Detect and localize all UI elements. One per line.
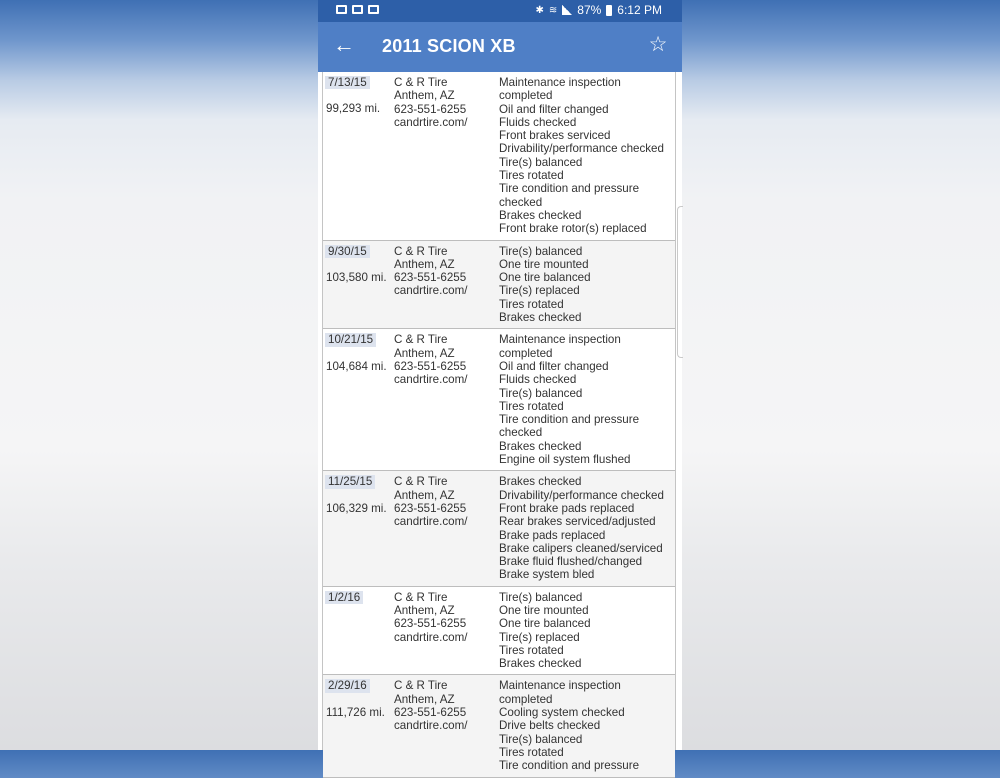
service-item: Brake fluid flushed/changed bbox=[499, 555, 643, 569]
shop-info bbox=[394, 245, 494, 298]
service-item: Tire condition and pressure bbox=[499, 182, 640, 196]
mileage: 111,726 mi. bbox=[326, 705, 385, 719]
page-title: 2011 SCION XB bbox=[382, 36, 516, 56]
service-record[interactable] bbox=[323, 675, 675, 777]
service-item: Brakes checked bbox=[499, 657, 582, 671]
service-item: completed bbox=[499, 692, 553, 706]
service-item: Tire(s) balanced bbox=[499, 244, 583, 258]
shop-website[interactable]: candrtire.com/ bbox=[394, 630, 468, 644]
service-item: Tire(s) balanced bbox=[499, 386, 583, 400]
record-date-column bbox=[325, 679, 391, 719]
service-date: 1/2/16 bbox=[325, 591, 363, 604]
service-item: Tires rotated bbox=[499, 745, 564, 759]
service-item: checked bbox=[499, 426, 543, 440]
service-item: Front brake rotor(s) replaced bbox=[499, 222, 647, 236]
shop-name: C & R Tire bbox=[394, 76, 448, 89]
system-status bbox=[535, 3, 662, 17]
shop-phone[interactable]: 623-551-6255 bbox=[394, 501, 467, 515]
service-date: 7/13/15 bbox=[325, 76, 370, 89]
service-item: Tires rotated bbox=[499, 399, 564, 413]
service-item: Maintenance inspection bbox=[499, 679, 621, 693]
record-date-column bbox=[325, 76, 391, 116]
service-item: One tire mounted bbox=[499, 257, 589, 271]
shop-location: Anthem, AZ bbox=[394, 257, 455, 271]
service-item: checked bbox=[499, 195, 543, 209]
wifi-icon: ≋ bbox=[548, 4, 558, 16]
shop-info bbox=[394, 76, 494, 129]
service-item: One tire balanced bbox=[499, 271, 591, 285]
clock: 6:12 PM bbox=[617, 3, 662, 17]
service-item: Tire(s) replaced bbox=[499, 630, 580, 644]
service-item: Brake pads replaced bbox=[499, 528, 606, 542]
shop-location: Anthem, AZ bbox=[394, 488, 455, 502]
service-item: Tires rotated bbox=[499, 643, 564, 657]
shop-phone[interactable]: 623-551-6255 bbox=[394, 359, 467, 373]
service-item: Brakes checked bbox=[499, 439, 582, 453]
service-item: Front brakes serviced bbox=[499, 129, 611, 143]
service-item: Engine oil system flushed bbox=[499, 453, 631, 467]
service-record[interactable] bbox=[323, 329, 675, 471]
shop-phone[interactable]: 623-551-6255 bbox=[394, 706, 467, 720]
shop-info bbox=[394, 333, 494, 386]
service-item: Cooling system checked bbox=[499, 706, 625, 720]
service-record[interactable] bbox=[323, 241, 675, 330]
service-item: Maintenance inspection bbox=[499, 76, 621, 89]
service-record[interactable] bbox=[323, 471, 675, 586]
shop-info bbox=[394, 679, 494, 732]
app-bar bbox=[318, 22, 682, 72]
shop-website[interactable]: candrtire.com/ bbox=[394, 115, 468, 129]
shop-name: C & R Tire bbox=[394, 333, 448, 347]
service-item: Brake calipers cleaned/serviced bbox=[499, 541, 663, 555]
service-item: completed bbox=[499, 89, 553, 103]
service-item: Tire(s) balanced bbox=[499, 155, 583, 169]
shop-website[interactable]: candrtire.com/ bbox=[394, 719, 468, 733]
service-item: Brakes checked bbox=[499, 311, 582, 325]
record-date-column bbox=[325, 245, 391, 285]
service-item: One tire mounted bbox=[499, 603, 589, 617]
phone-screen bbox=[318, 0, 682, 773]
shop-phone[interactable]: 623-551-6255 bbox=[394, 617, 467, 631]
gmail-icon bbox=[336, 5, 347, 14]
star-outline-icon[interactable]: ☆ bbox=[648, 33, 668, 56]
shop-location: Anthem, AZ bbox=[394, 346, 455, 360]
shop-website[interactable]: candrtire.com/ bbox=[394, 373, 468, 387]
mileage: 106,329 mi. bbox=[326, 501, 387, 515]
service-item: Drivability/performance checked bbox=[499, 488, 664, 502]
service-item: One tire balanced bbox=[499, 617, 591, 631]
shop-website[interactable]: candrtire.com/ bbox=[394, 515, 468, 529]
shop-phone[interactable]: 623-551-6255 bbox=[394, 102, 467, 116]
service-item: Tire(s) replaced bbox=[499, 284, 580, 298]
mileage: 99,293 mi. bbox=[326, 102, 381, 116]
shop-name: C & R Tire bbox=[394, 590, 448, 604]
service-item: Brake system bled bbox=[499, 568, 595, 582]
service-item: Front brake pads replaced bbox=[499, 501, 635, 515]
mail-icon bbox=[368, 5, 379, 14]
shop-website[interactable]: candrtire.com/ bbox=[394, 284, 468, 298]
mileage: 103,580 mi. bbox=[326, 270, 387, 284]
service-date: 9/30/15 bbox=[325, 245, 370, 258]
mileage: 104,684 mi. bbox=[326, 359, 387, 373]
service-date: 11/25/15 bbox=[325, 475, 375, 488]
record-date-column bbox=[325, 475, 391, 515]
battery-icon bbox=[606, 5, 612, 16]
signal-icon bbox=[562, 5, 572, 15]
record-date-column bbox=[325, 591, 391, 617]
service-item: Tires rotated bbox=[499, 297, 564, 311]
service-item: Brakes checked bbox=[499, 475, 582, 489]
service-item: Rear brakes serviced/adjusted bbox=[499, 515, 656, 529]
record-date-column bbox=[325, 333, 391, 373]
shop-name: C & R Tire bbox=[394, 475, 448, 489]
service-item: Brakes checked bbox=[499, 208, 582, 222]
service-item: Fluids checked bbox=[499, 373, 577, 387]
service-date: 10/21/15 bbox=[325, 333, 376, 346]
service-item: Tire condition and pressure bbox=[499, 759, 640, 773]
service-record[interactable] bbox=[323, 587, 675, 676]
notification-icons bbox=[336, 5, 379, 14]
service-item: Oil and filter changed bbox=[499, 359, 609, 373]
shop-location: Anthem, AZ bbox=[394, 603, 455, 617]
service-item: completed bbox=[499, 346, 553, 360]
shop-info bbox=[394, 591, 494, 644]
service-record[interactable] bbox=[323, 72, 675, 241]
gallery-icon bbox=[352, 5, 363, 14]
service-item: Drive belts checked bbox=[499, 719, 601, 733]
battery-percent: 87% bbox=[577, 3, 602, 17]
service-history-list[interactable] bbox=[322, 72, 676, 773]
shop-phone[interactable]: 623-551-6255 bbox=[394, 271, 467, 285]
edge-panel-handle[interactable] bbox=[677, 206, 683, 358]
service-item: Tires rotated bbox=[499, 169, 564, 183]
service-item: Tire(s) balanced bbox=[499, 590, 583, 604]
service-item: Maintenance inspection bbox=[499, 333, 621, 347]
arrow-back-icon[interactable]: ← bbox=[333, 32, 355, 57]
status-bar bbox=[318, 0, 682, 22]
service-item: Tire condition and pressure bbox=[499, 413, 640, 427]
shop-name: C & R Tire bbox=[394, 244, 448, 258]
shop-info bbox=[394, 475, 494, 528]
service-item: Oil and filter changed bbox=[499, 102, 609, 116]
service-date: 2/29/16 bbox=[325, 679, 370, 692]
shop-name: C & R Tire bbox=[394, 679, 448, 693]
shop-location: Anthem, AZ bbox=[394, 89, 455, 103]
service-item: Fluids checked bbox=[499, 115, 577, 129]
service-item: Tire(s) balanced bbox=[499, 732, 583, 746]
service-item: Drivability/performance checked bbox=[499, 142, 664, 156]
bluetooth-icon: ✱ bbox=[535, 4, 544, 16]
shop-location: Anthem, AZ bbox=[394, 692, 455, 706]
